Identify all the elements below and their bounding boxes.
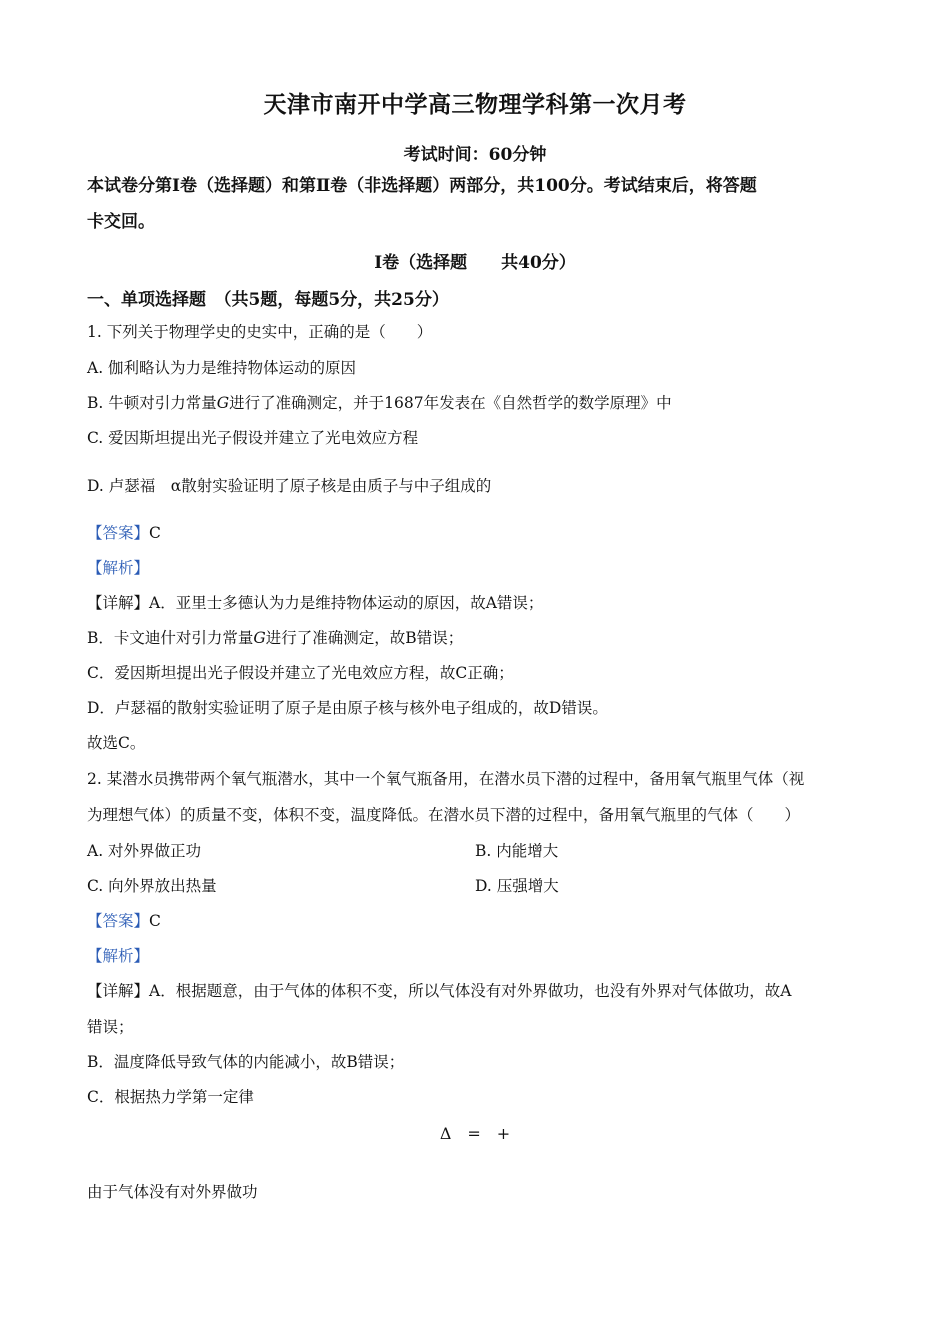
q2-option-d: D. 压强增大 (475, 877, 559, 895)
q2-detail-c: C．根据热力学第一定律 (87, 1088, 254, 1106)
answer-tag: 【答案】 (87, 912, 150, 930)
q1-answer (87, 522, 161, 544)
intro-paragraph (87, 168, 867, 240)
detail-tag: 【详解】 (87, 982, 150, 1000)
answer-value: C (149, 912, 161, 930)
q2-option-a: A. 对外界做正功 (87, 842, 202, 860)
exam-time: 考试时间：60分钟 (403, 145, 547, 165)
q1-detail-b-pre: B．卡文迪什对引力常量 (87, 629, 254, 647)
q1-stem: 1. 下列关于物理学史的史实中，正确的是（ ） (87, 323, 433, 341)
q2-option-c: C. 向外界放出热量 (87, 877, 217, 895)
intro-line-1: 本试卷分第Ⅰ卷（选择题）和第Ⅱ卷（非选择题）两部分，共100分。考试结束后，将答题 (87, 176, 757, 196)
q1-option-c: C. 爱因斯坦提出光子假设并建立了光电效应方程 (87, 429, 419, 447)
q1-option-b-post: 进行了准确测定，并于1687年发表在《自然哲学的数学原理》中 (229, 394, 672, 412)
q1-detail-a (87, 592, 543, 614)
intro-line-2: 卡交回。 (87, 212, 155, 232)
q2-detail-a-line-1 (87, 980, 791, 1002)
detail-tag: 【详解】 (87, 594, 150, 612)
q1-option-a: A. 伽利略认为力是维持物体运动的原因 (87, 359, 357, 377)
gravity-constant-symbol: G (253, 629, 266, 647)
first-law-equation: Δ = + (439, 1124, 511, 1143)
gravity-constant-symbol: G (216, 394, 230, 412)
q1-detail-d: D．卢瑟福的散射实验证明了原子是由原子核与核外电子组成的，故D错误。 (87, 699, 608, 717)
answer-value: C (149, 524, 161, 542)
q2-detail-a-text: A．根据题意，由于气体的体积不变，所以气体没有对外界做功，也没有外界对气体做功，故A (149, 982, 792, 1000)
q2-stem-line-2: 为理想气体）的质量不变，体积不变，温度降低。在潜水员下潜的过程中，备用氧气瓶里的气体（ ） (87, 806, 801, 824)
q1-option-b (87, 392, 672, 414)
q1-option-b-pre: B. 牛顿对引力常量 (87, 394, 217, 412)
q1-detail-b-post: 进行了准确测定，故B错误； (265, 629, 464, 647)
q2-detail-b: B．温度降低导致气体的内能减小，故B错误； (87, 1053, 405, 1071)
q1-detail-b (87, 627, 463, 649)
q1-detail-a-text: A．亚里士多德认为力是维持物体运动的原因，故A错误； (149, 594, 544, 612)
q2-stem-line-1: 2. 某潜水员携带两个氧气瓶潜水，其中一个氧气瓶备用，在潜水员下潜的过程中，备用氧气瓶里气体（视 (87, 770, 805, 788)
q1-analysis-tag: 【解析】 (87, 559, 150, 577)
q1-detail-c: C．爱因斯坦提出光子假设并建立了光电效应方程，故C正确； (87, 664, 514, 682)
q1-option-d: D. 卢瑟福 α散射实验证明了原子核是由质子与中子组成的 (87, 477, 492, 495)
q2-detail-a-line-2: 错误； (87, 1018, 134, 1036)
q2-after-equation: 由于气体没有对外界做功 (87, 1183, 258, 1201)
q1-conclusion: 故选C。 (87, 734, 146, 752)
q2-answer (87, 910, 161, 932)
q2-option-b: B. 内能增大 (475, 842, 559, 860)
answer-tag: 【答案】 (87, 524, 150, 542)
document-title: 天津市南开中学高三物理学科第一次月考 (263, 91, 687, 118)
q2-analysis-tag: 【解析】 (87, 947, 150, 965)
part1-title: Ⅰ卷（选择题 共40分） (374, 253, 576, 273)
section1-title: 一、单项选择题 （共5题，每题5分，共25分） (87, 290, 449, 310)
